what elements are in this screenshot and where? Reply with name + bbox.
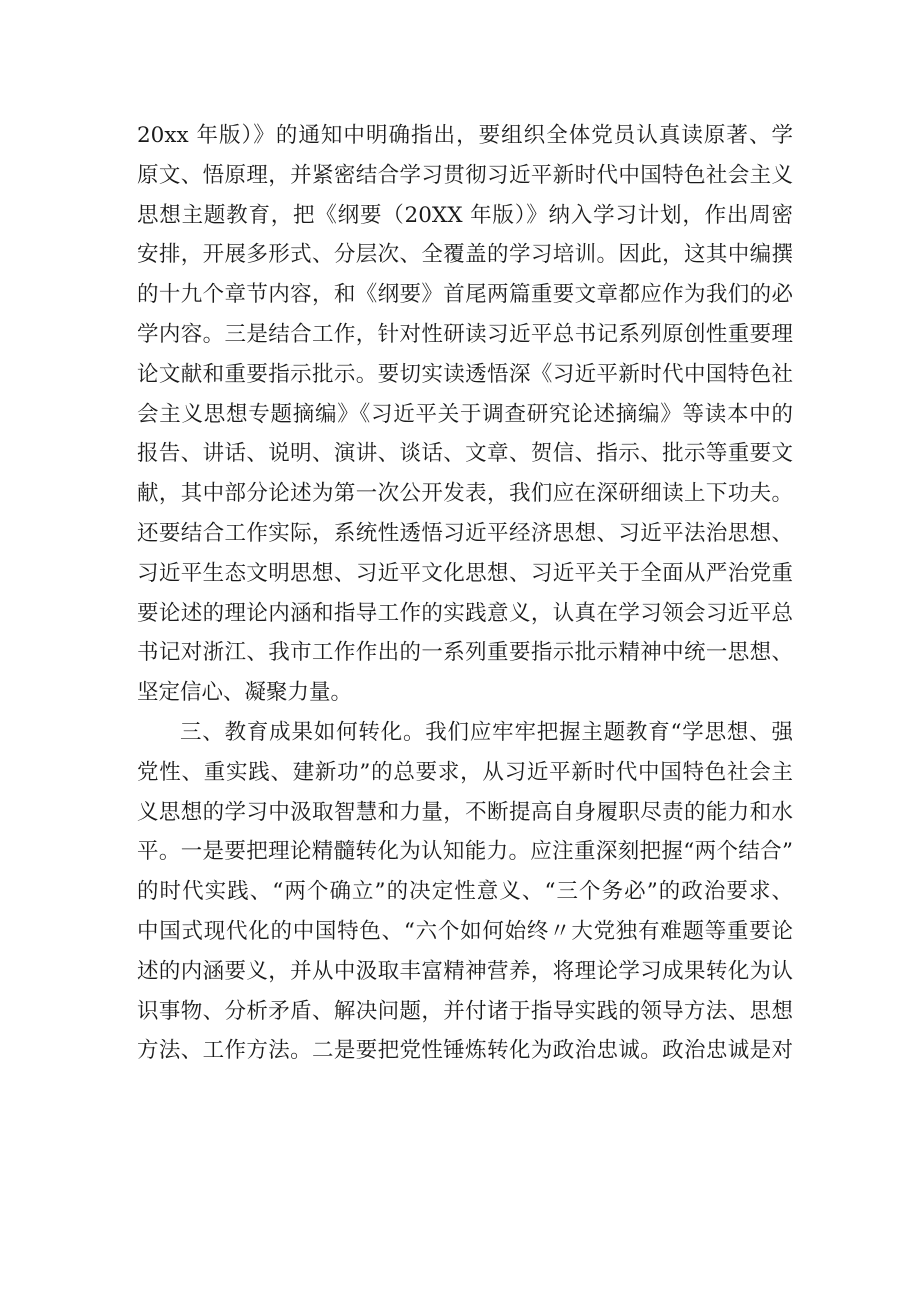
text-line: 原文、悟原理，并紧密结合学习贯彻习近平新时代中国特色社会主义 <box>137 162 793 188</box>
text-line: 述的内涵要义，并从中汲取丰富精神营养，将理论学习成果转化为认 <box>137 958 793 984</box>
text-line: 报告、讲话、说明、演讲、谈话、文章、贺信、指示、批示等重要文 <box>137 441 793 467</box>
text-line: 会主义思想专题摘编》《习近平关于调查研究论述摘编》等读本中的 <box>137 401 793 427</box>
text-line: 习近平生态文明思想、习近平文化思想、习近平关于全面从严治党重 <box>137 560 793 586</box>
text-line: 学内容。三是结合工作，针对性研读习近平总书记系列原创性重要理 <box>137 321 793 347</box>
document-body <box>137 116 793 1071</box>
text-line: 中国式现代化的中国特色、“六个如何始终〃大党独有难题等重要论 <box>137 918 793 944</box>
text-line: 党性、重实践、建新功”的总要求，从习近平新时代中国特色社会主 <box>137 759 793 785</box>
text-line: 论文献和重要指示批示。要切实读透悟深《习近平新时代中国特色社 <box>137 361 793 387</box>
text-line: 书记对浙江、我市工作作出的一系列重要指示批示精神中统一思想、 <box>137 640 793 666</box>
text-line: 还要结合工作实际，系统性透悟习近平经济思想、习近平法治思想、 <box>137 520 793 546</box>
text-line: 的十九个章节内容，和《纲要》首尾两篇重要文章都应作为我们的必 <box>137 282 793 308</box>
text-line: 安排，开展多形式、分层次、全覆盖的学习培训。因此，这其中编撰 <box>137 242 793 268</box>
paragraph-2 <box>137 713 793 1071</box>
text-line: 三、教育成果如何转化。我们应牢牢把握主题教育“学思想、强 <box>180 719 793 745</box>
text-line: 的时代实践、“两个确立”的决定性意义、“三个务必”的政治要求、 <box>137 879 793 905</box>
text-line: 坚定信心、凝聚力量。 <box>137 680 353 706</box>
paragraph-1 <box>137 116 793 713</box>
text-line: 义思想的学习中汲取智慧和力量，不断提高自身履职尽责的能力和水 <box>137 799 793 825</box>
text-line: 方法、工作方法。二是要把党性锤炼转化为政治忠诚。政治忠诚是对 <box>137 1038 793 1064</box>
text-line: 要论述的理论内涵和指导工作的实践意义，认真在学习领会习近平总 <box>137 600 793 626</box>
text-line: 20xx 年版）》的通知中明确指出，要组织全体党员认真读原著、学 <box>137 123 793 148</box>
text-line: 识事物、分析矛盾、解决问题，并付诸于指导实践的领导方法、思想 <box>137 998 793 1024</box>
text-line: 平。一是要把理论精髓转化为认知能力。应注重深刻把握“两个结合” <box>137 839 793 865</box>
text-line: 献，其中部分论述为第一次公开发表，我们应在深研细读上下功夫。 <box>137 481 793 507</box>
text-line: 思想主题教育，把《纲要（20XX 年版）》纳入学习计划，作出周密 <box>137 202 793 228</box>
